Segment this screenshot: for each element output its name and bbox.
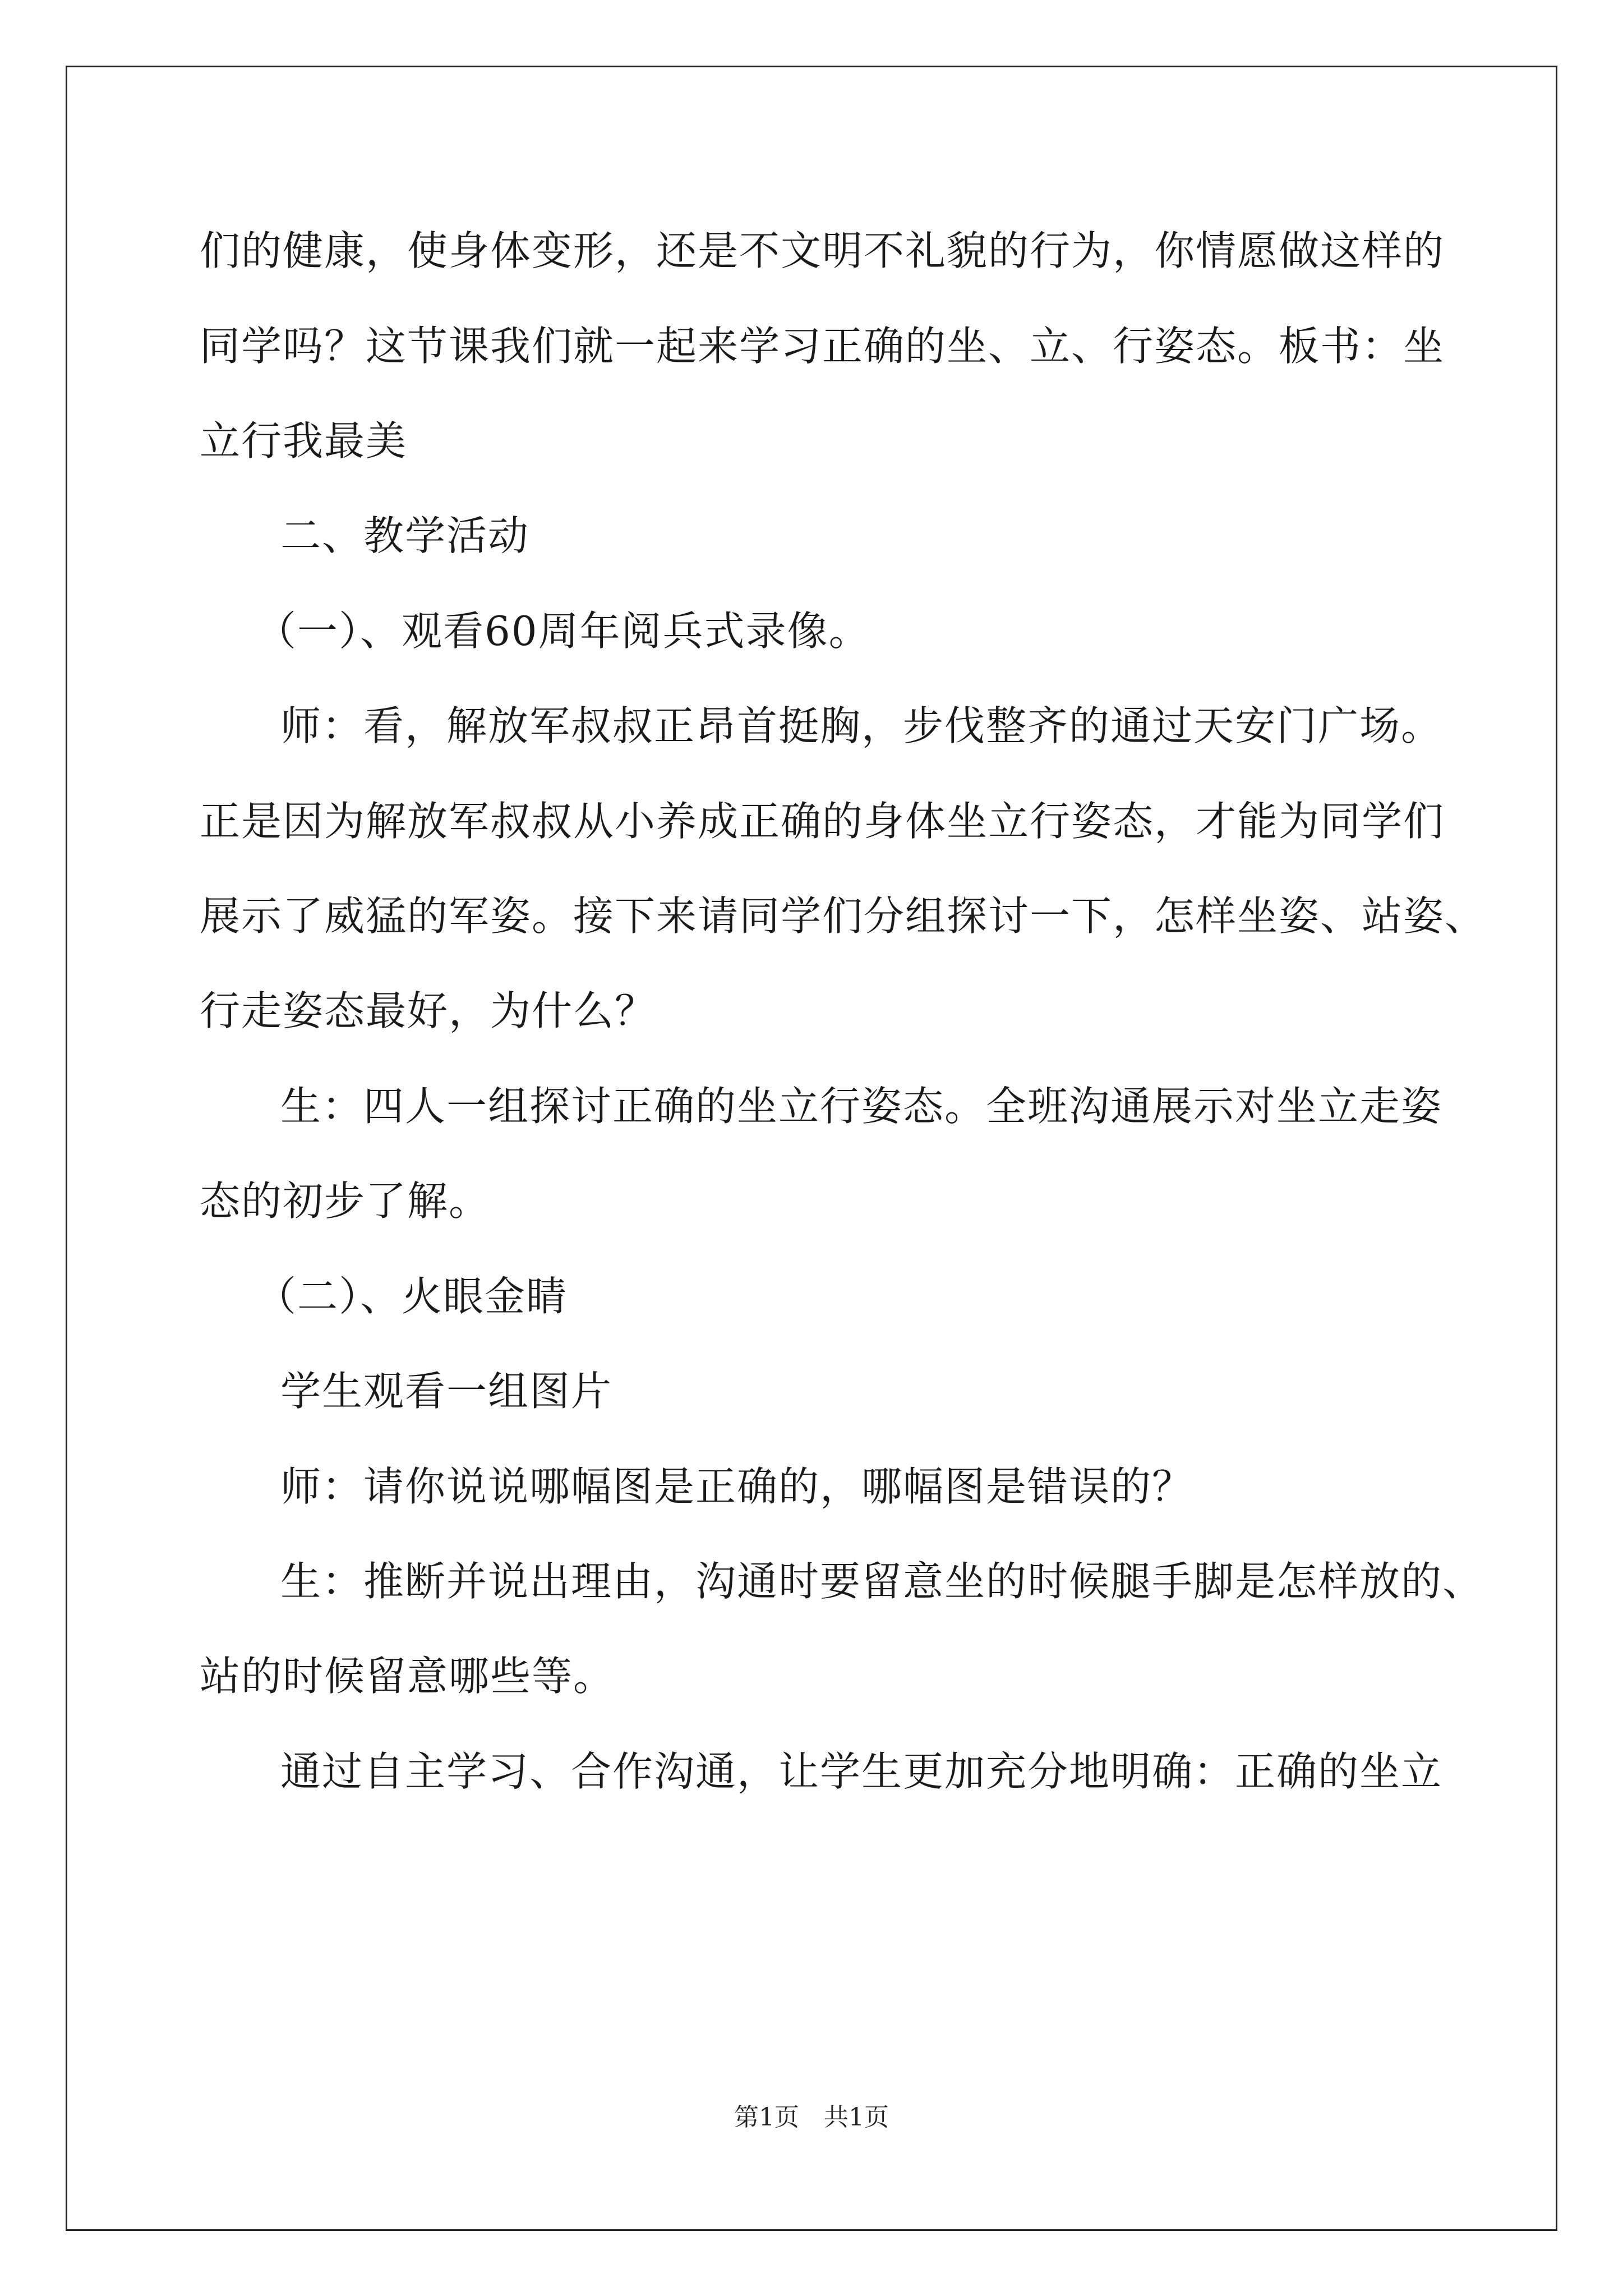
text-line: 师：请你说说哪幅图是正确的，哪幅图是错误的？ <box>280 1463 1194 1510</box>
page-footer: 第1页 共1页 <box>734 2103 889 2132</box>
text-line: 们的健康，使身体变形，还是不文明不礼貌的行为，你情愿做这样的 <box>200 227 1445 274</box>
text-line: 正是因为解放军叔叔从小养成正确的身体坐立行姿态，才能为同学们 <box>200 798 1445 845</box>
text-line: 行走姿态最好，为什么？ <box>200 987 657 1034</box>
text-line: 生：推断并说出理由，沟通时要留意坐的时候腿手脚是怎样放的、 <box>280 1558 1484 1605</box>
text-line: 同学吗？这节课我们就一起来学习正确的坐、立、行姿态。板书：坐 <box>200 323 1445 370</box>
subsection-heading: （二）、火眼金睛 <box>256 1273 568 1320</box>
text-line: 站的时候留意哪些等。 <box>200 1653 615 1700</box>
text-line: 生：四人一组探讨正确的坐立行姿态。全班沟通展示对坐立走姿 <box>280 1083 1443 1130</box>
text-line: 师：看，解放军叔叔正昂首挺胸，步伐整齐的通过天安门广场。 <box>280 702 1443 749</box>
section-heading: 二、教学活动 <box>280 512 530 559</box>
text-line: 通过自主学习、合作沟通，让学生更加充分地明确：正确的坐立 <box>280 1748 1443 1795</box>
subsection-heading: （一）、观看60周年阅兵式录像。 <box>256 608 870 655</box>
text-line: 学生观看一组图片 <box>280 1368 613 1415</box>
text-line: 立行我最美 <box>200 417 408 464</box>
text-line: 展示了威猛的军姿。接下来请同学们分组探讨一下，怎样坐姿、站姿、 <box>200 892 1487 940</box>
page-border <box>66 66 1557 2231</box>
text-line: 态的初步了解。 <box>200 1177 491 1225</box>
